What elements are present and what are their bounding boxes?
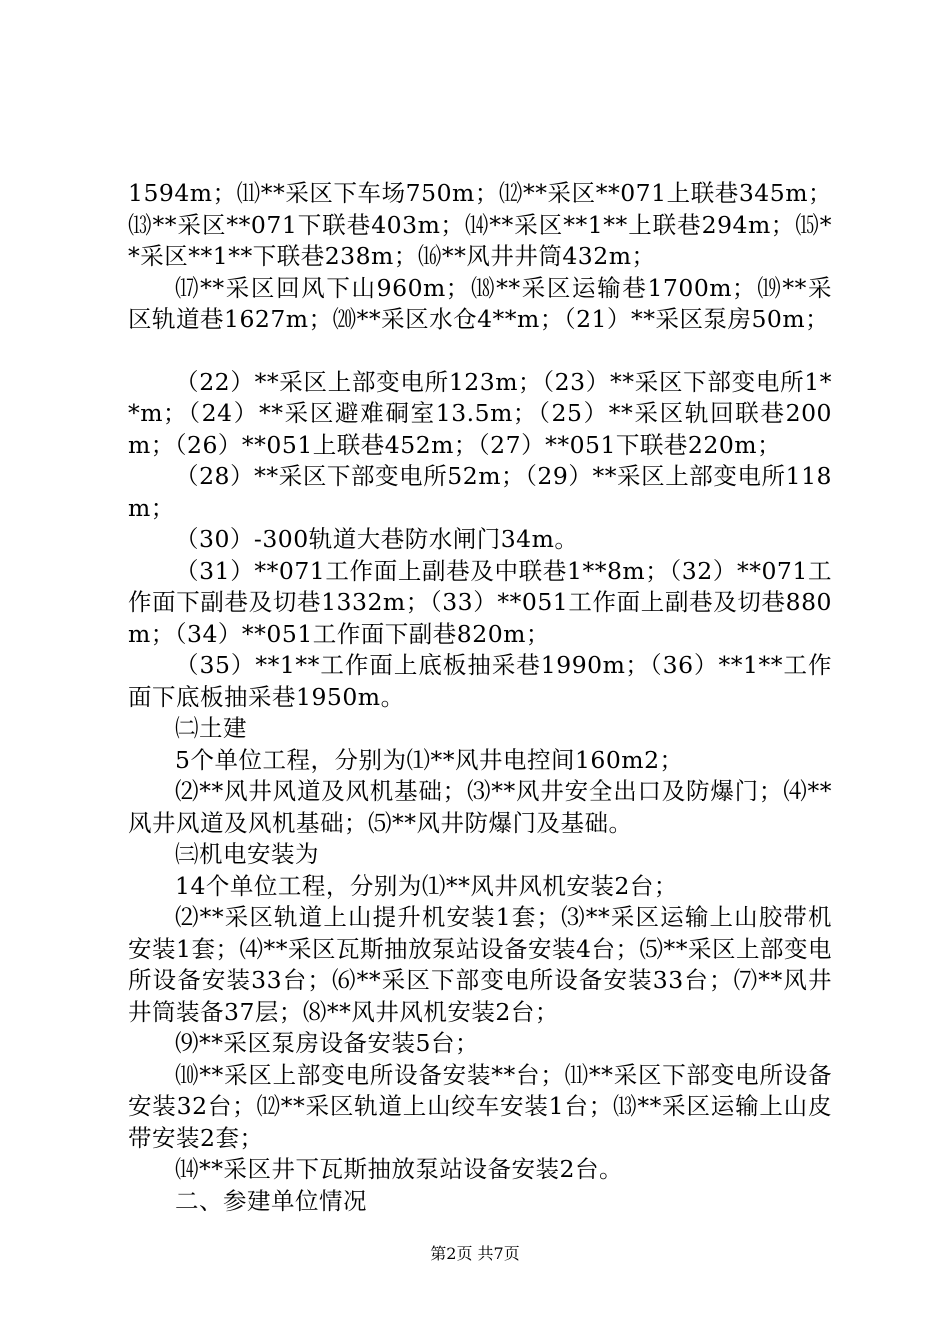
paragraph-tunnel-list-30: （30）-300轨道大巷防水闸门34m。 — [175, 525, 579, 553]
paragraph-electromechanical-list-10-13: ⑽**采区上部变电所设备安装**台；⑾**采区下部变电所设备安装32台；⑿**采区轨道上山绞车安装1台；⒀**采区运输上山皮带安装2套； — [128, 1060, 832, 1152]
paragraph-tunnel-list-continued: 1594m；⑾**采区下车场750m；⑿**采区**071上联巷345m；⒀**采区**071下联巷403m；⒁**采区**1**上联巷294m；⒂**采区**1**下联巷238m；⒃**风井井筒432m； — [128, 179, 832, 270]
page-number-footer: 第2页 共7页 — [430, 1244, 520, 1263]
paragraph-electromechanical-list-2-8: ⑵**采区轨道上山提升机安装1套；⑶**采区运输上山胶带机安装1套；⑷**采区瓦斯抽放泵站设备安装4台；⑸**采区上部变电所设备安装33台；⑹**采区下部变电所设备安装33台；⑺**风井井筒装备37层；⑻**风井风机安装2台； — [128, 903, 832, 1026]
paragraph-tunnel-list-22-27: （22）**采区上部变电所123m；（23）**采区下部变电所1**m；（24）**采区避难硐室13.5m；（25）**采区轨回联巷200m；（26）**051上联巷452m；（27）**051下联巷220m； — [128, 367, 832, 459]
section-heading-civil-works: ㈡土建 — [175, 714, 247, 742]
paragraph-civil-works-intro: 5个单位工程，分别为⑴**风井电控间160m2； — [175, 745, 684, 774]
paragraph-tunnel-list-31-34: （31）**071工作面上副巷及中联巷1**8m；（32）**071工作面下副巷及切巷1332m；（33）**051工作面上副巷及切巷880m；（34）**051工作面下副巷820m； — [128, 556, 832, 648]
document-body — [128, 178, 832, 1217]
paragraph-tunnel-list-35-36: （35）**1**工作面上底板抽采巷1990m；（36）**1**工作面下底板抽采巷1950m。 — [128, 651, 832, 711]
paragraph-tunnel-list-28-29: （28）**采区下部变电所52m；（29）**采区上部变电所118m； — [128, 462, 832, 522]
paragraph-electromechanical-intro: 14个单位工程，分别为⑴**风井风机安装2台； — [175, 871, 678, 900]
paragraph-electromechanical-list-14: ⒁**采区井下瓦斯抽放泵站设备安装2台。 — [175, 1155, 623, 1183]
section-heading-participating-units: 二、参建单位情况 — [175, 1186, 367, 1215]
paragraph-tunnel-list-17-21: ⒄**采区回风下山960m；⒅**采区运输巷1700m；⒆**采区轨道巷1627m；⒇**采区水仓4**m；（21）**采区泵房50m； — [128, 273, 832, 333]
paragraph-civil-works-list: ⑵**风井风道及风机基础；⑶**风井安全出口及防爆门；⑷**风井风道及风机基础；⑸**风井防爆门及基础。 — [128, 777, 832, 837]
section-heading-electromechanical: ㈢机电安装为 — [175, 840, 319, 868]
paragraph-electromechanical-list-9: ⑼**采区泵房设备安装5台； — [175, 1029, 479, 1057]
